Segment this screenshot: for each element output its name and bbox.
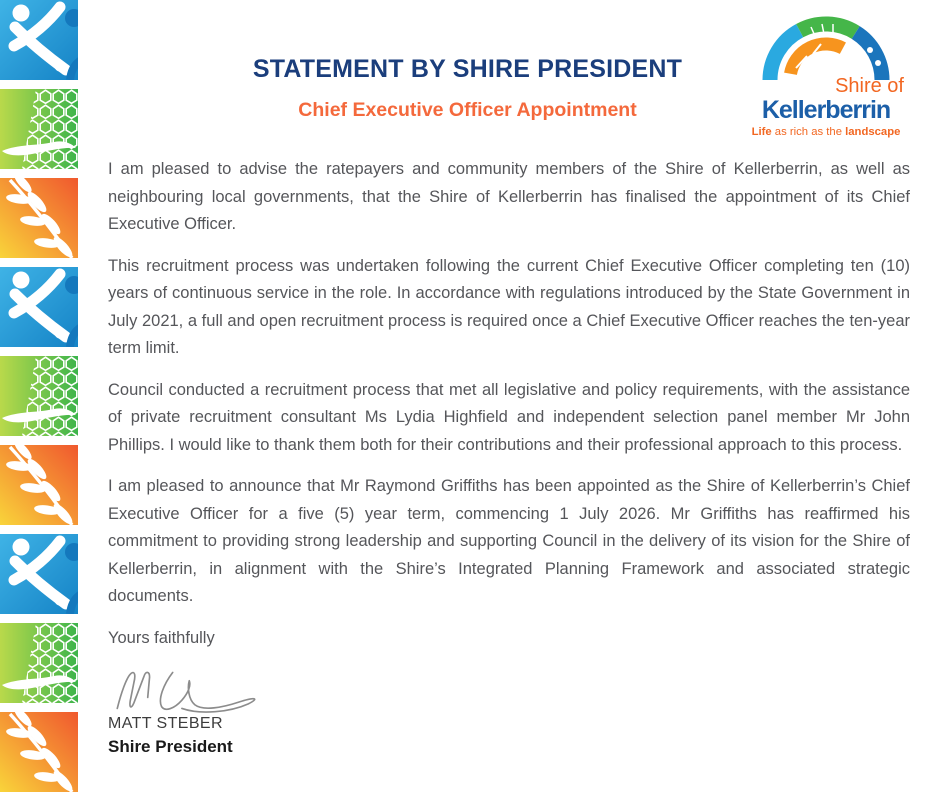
paragraph-2: This recruitment process was undertaken following the current Chief Executive Officer completing ten (10) years of continuous service in the role. In accordance with regulations introduced by the State Government in July 2021, a full and open recruitment process is required once a Chief Executive Officer reaches the ten-year term limit. [108,256,910,357]
logo-tagline [742,126,910,138]
closing-salutation: Yours faithfully [108,628,215,647]
paragraph-1: I am pleased to advise the ratepayers and community members of the Shire of Kellerberrin, as well as neighbouring local governments, that the Shire of Kellerberrin has finalised the appointment of its Chief Executive Officer. [108,160,910,233]
honeycomb-leaf-icon [0,623,78,703]
letter-body [108,156,910,757]
signatory-title: Shire President [108,737,233,756]
people-icon [0,534,78,614]
statement-document [108,0,910,757]
logo-shire-of-text: Shire of [835,75,904,97]
logo-name-text: Kellerberrin [761,96,891,124]
document-headings [108,8,742,138]
signatory-name: MATT STEBER [108,715,223,732]
page-title: STATEMENT BY SHIRE PRESIDENT [252,55,683,83]
honeycomb-leaf-icon [0,356,78,436]
page-subtitle: Chief Executive Officer Appointment [298,98,637,121]
signature-block [108,666,910,757]
wheat-icon [0,178,78,258]
people-icon [0,0,78,80]
paragraph-3: Council conducted a recruitment process that met all legislative and policy requirements, with the assistance of private recruitment consultant Ms Lydia Highfield and independent selection panel member Mr John Phillips. I would like to thank them both for their contributions and their professional approach to this process. [108,380,910,454]
shire-of-kellerberrin-logo [742,8,910,138]
handwritten-signature-icon [110,666,335,714]
document-header [108,0,910,138]
tagline-bold-end: landscape [845,126,901,138]
wheat-icon [0,712,78,792]
wheat-icon [0,445,78,525]
tagline-bold-start: Life [751,126,772,138]
people-icon [0,267,78,347]
decorative-tile-strip [0,0,78,801]
tagline-middle: as rich as the [771,126,846,138]
honeycomb-leaf-icon [0,89,78,169]
paragraph-4: I am pleased to announce that Mr Raymond Griffiths has been appointed as the Shire of Kellerberrin’s Chief Executive Officer for a five (5) year term, commencing 1 July 2026. Mr Griffiths has reaffirmed his commitment to providing strong leadership and supporting Council in the delivery of its vision for the Shire of Kellerberrin, in alignment with the Shire’s Integrated Planning Framework and associated strategic documents. [108,477,910,605]
